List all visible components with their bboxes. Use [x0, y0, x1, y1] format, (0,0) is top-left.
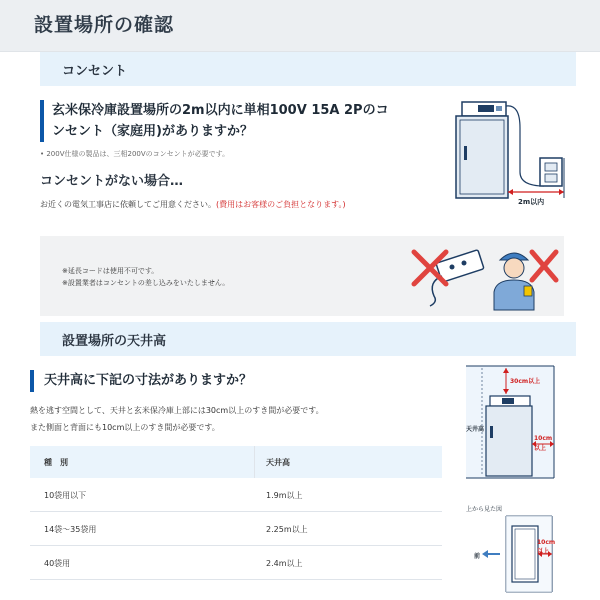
table-cell-height: 2.25m以上 [266, 525, 308, 534]
ceiling-question [30, 370, 390, 392]
table-row [30, 546, 442, 580]
outlet-question-line-2: ンセント（家庭用)がありますか？ [52, 124, 253, 139]
front-label: 前 [474, 553, 481, 560]
extension-cord-prohibited-icon [408, 242, 488, 310]
table-cell-height: 1.9m以上 [266, 491, 303, 500]
page-title: 設置場所の確認 [34, 14, 175, 36]
voltage-note: • 200V仕様の製品は、三相200Vのコンセントが必要です。 [40, 150, 230, 158]
table-cell-height: 2.4m以上 [266, 559, 303, 568]
table-cell-type: 14袋～35袋用 [44, 525, 97, 534]
no-outlet-heading: コンセントがない場合… [40, 174, 184, 189]
table-header-type: 種 別 [44, 458, 68, 467]
front-arrow-icon [482, 550, 500, 558]
plan-gap-label-2: 以上 [537, 548, 550, 555]
outlet-question [40, 100, 430, 142]
no-outlet-instruction: お近くの電気工事店に依頼してご用意ください。 [40, 200, 216, 209]
refrigerator-icon [456, 102, 508, 198]
outlet-question-line-1: 玄米保冷庫設置場所の2m以内に単相100V 15A 2Pのコ [52, 103, 389, 118]
table-header-row [30, 446, 442, 478]
notice-installer: ※設置業者はコンセントの差し込みをいたしません。 [62, 279, 230, 287]
outlet-distance-figure [440, 94, 590, 214]
ceiling-height-label: 天井高 [466, 426, 485, 433]
extension-cord-notice [40, 236, 564, 316]
plan-view-figure [466, 514, 566, 594]
plan-view-title: 上から見た図 [466, 506, 503, 513]
table-row [30, 512, 442, 546]
ceiling-question-text: 天井高に下記の寸法がありますか？ [44, 373, 253, 388]
plan-gap-label-1: 10cm [537, 539, 556, 546]
side-gap-label-2: 以上 [534, 445, 547, 452]
no-outlet-cost-note: (費用はお客様のご負担となります。) [216, 200, 346, 209]
page-header [0, 0, 600, 52]
no-outlet-text [40, 199, 346, 210]
section-band-outlet [40, 52, 576, 86]
table-cell-type: 40袋用 [44, 559, 71, 568]
distance-label: 2m以内 [518, 198, 545, 206]
section-title-ceiling: 設置場所の天井高 [62, 334, 167, 349]
section-title-outlet: コンセント [62, 64, 128, 79]
ceiling-desc-2: また側面と背面にも10cm以上のすき間が必要です。 [30, 423, 220, 432]
ceiling-height-table [30, 446, 442, 580]
ceiling-desc-1: 熱を逃す空間として、天井と玄米保冷庫上部には30cm以上のすき間が必要です。 [30, 406, 324, 415]
side-gap-label-1: 10cm [534, 435, 553, 442]
table-cell-type: 10袋用以下 [44, 491, 87, 500]
installer-prohibited-icon [486, 240, 562, 312]
table-header-height: 天井高 [266, 458, 290, 467]
refrigerator-side-icon [486, 396, 532, 476]
section-band-ceiling [40, 322, 576, 356]
wall-outlet-icon [540, 158, 562, 186]
top-gap-label: 30cm以上 [510, 378, 541, 385]
table-row [30, 478, 442, 512]
notice-extension-cord: ※延長コードは使用不可です。 [62, 267, 159, 275]
